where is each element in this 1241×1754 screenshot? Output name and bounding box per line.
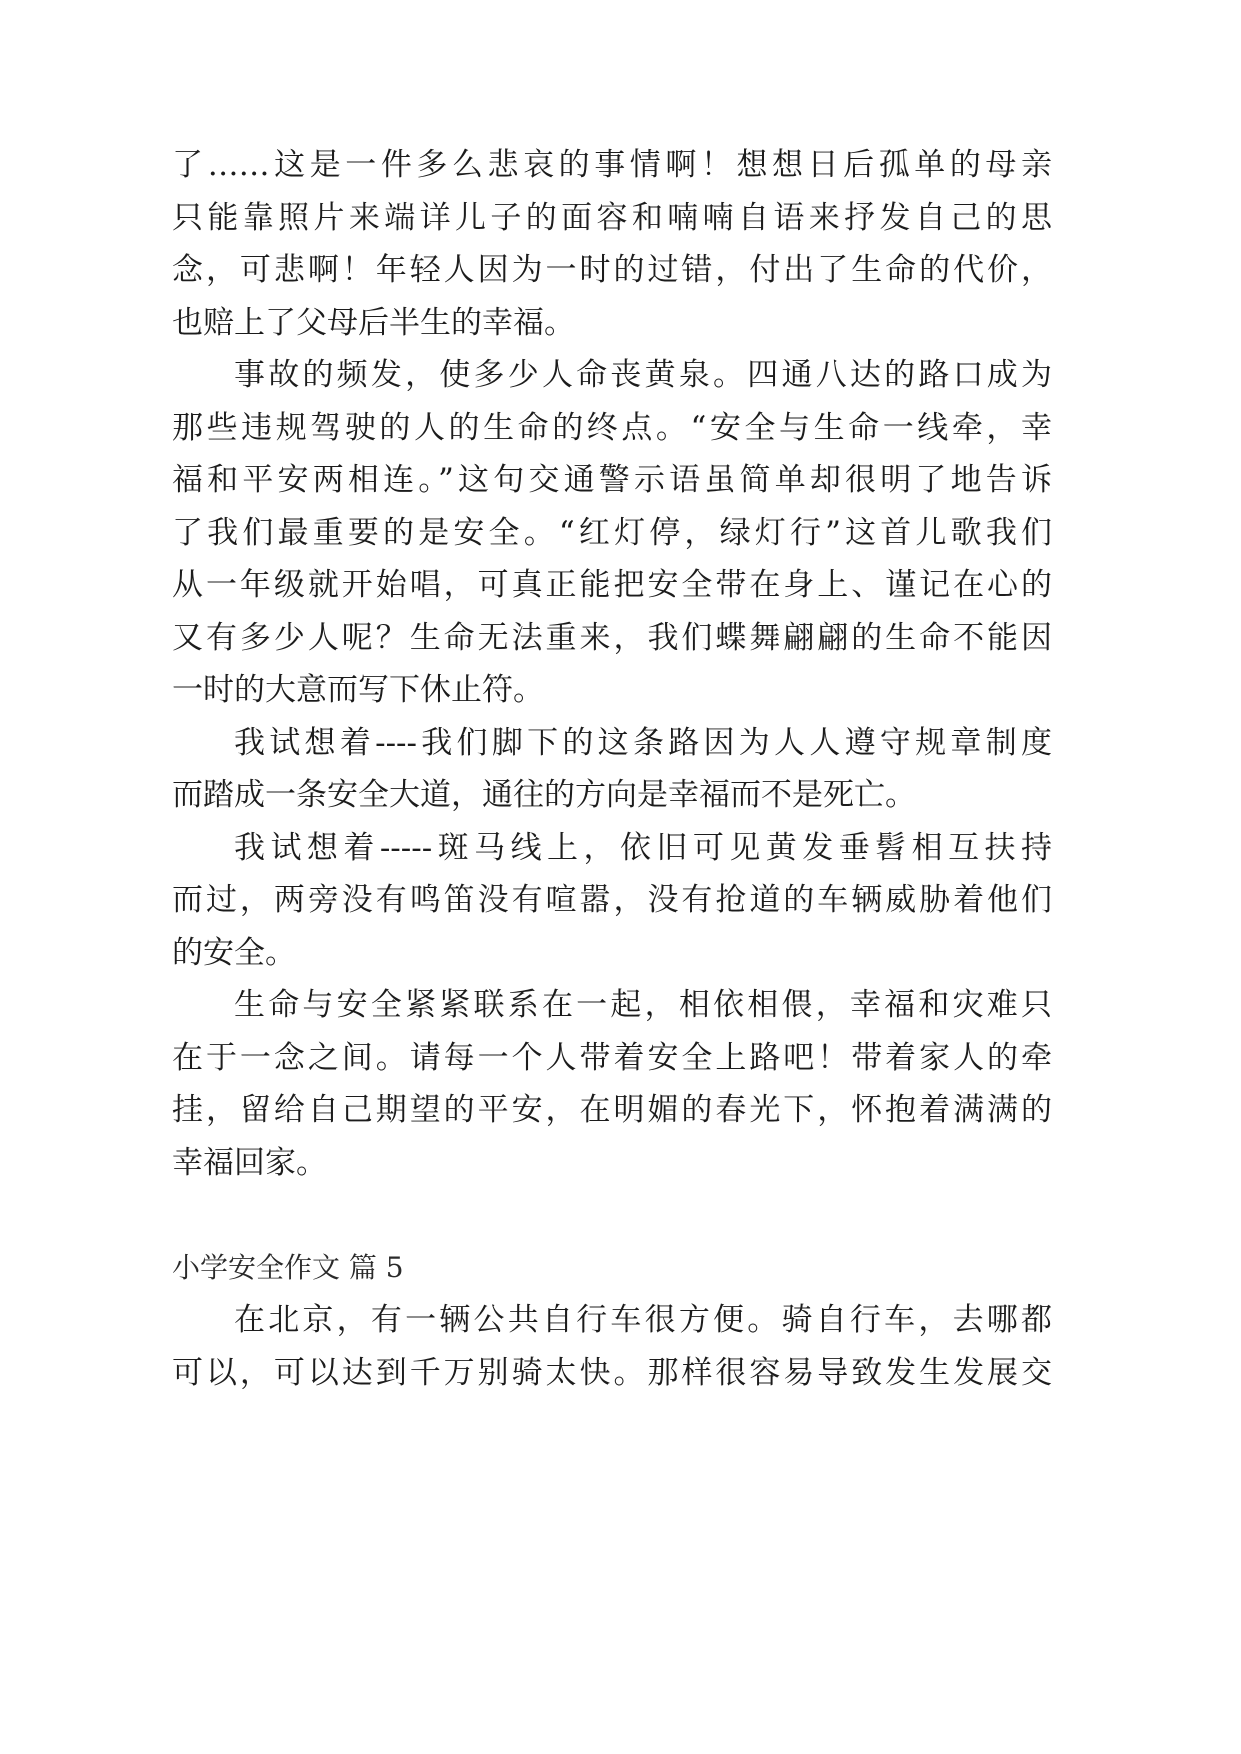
text-line: 而踏成一条安全大道，通往的方向是幸福而不是死亡。 — [172, 777, 916, 813]
text-line: 一时的大意而写下休止符。 — [172, 672, 544, 708]
document-body — [172, 139, 1052, 1399]
section-heading: 小学安全作文 篇 5 — [172, 1250, 404, 1284]
paragraph — [172, 139, 1052, 349]
paragraph — [172, 717, 1052, 822]
text-line: 福和平安两相连。”这句交通警示语虽简单却很明了地告诉 — [172, 462, 1052, 498]
text-line: 了……这是一件多么悲哀的事情啊！想想日后孤单的母亲 — [172, 147, 1052, 183]
text-line: 挂，留给自己期望的平安，在明媚的春光下，怀抱着满满的 — [172, 1092, 1052, 1128]
text-line: 我试想着----我们脚下的这条路因为人人遵守规章制度 — [234, 724, 1052, 761]
text-line: 在于一念之间。请每一个人带着安全上路吧！带着家人的牵 — [172, 1039, 1052, 1076]
text-line: 事故的频发，使多少人命丧黄泉。四通八达的路口成为 — [234, 357, 1052, 393]
text-line: 可以，可以达到千万别骑太快。那样很容易导致发生发展交 — [172, 1354, 1052, 1391]
text-line: 的安全。 — [172, 934, 296, 971]
text-line: 我试想着-----斑马线上，依旧可见黄发垂髫相互扶持 — [234, 829, 1052, 866]
section-spacer — [172, 1189, 1052, 1242]
text-line: 幸福回家。 — [172, 1144, 327, 1181]
text-line: 在北京，有一辆公共自行车很方便。骑自行车，去哪都 — [234, 1302, 1052, 1338]
text-line: 了我们最重要的是安全。“红灯停，绿灯行”这首儿歌我们 — [172, 514, 1052, 551]
text-line: 又有多少人呢？生命无法重来，我们蝶舞翩翩的生命不能因 — [172, 619, 1052, 656]
text-line: 生命与安全紧紧联系在一起，相依相偎，幸福和灾难只 — [234, 987, 1052, 1023]
paragraph — [172, 979, 1052, 1189]
text-line: 那些违规驾驶的人的生命的终点。“安全与生命一线牵，幸 — [172, 409, 1052, 446]
text-line: 从一年级就开始唱，可真正能把安全带在身上、谨记在心的 — [172, 567, 1052, 603]
paragraph — [172, 822, 1052, 980]
text-line: 也赔上了父母后半生的幸福。 — [172, 304, 575, 341]
text-line: 只能靠照片来端详儿子的面容和喃喃自语来抒发自己的思 — [172, 199, 1052, 236]
paragraph — [172, 1294, 1052, 1399]
text-line: 而过，两旁没有鸣笛没有喧嚣，没有抢道的车辆威胁着他们 — [172, 882, 1052, 918]
paragraph — [172, 349, 1052, 717]
text-line: 念，可悲啊！年轻人因为一时的过错，付出了生命的代价， — [172, 252, 1052, 288]
